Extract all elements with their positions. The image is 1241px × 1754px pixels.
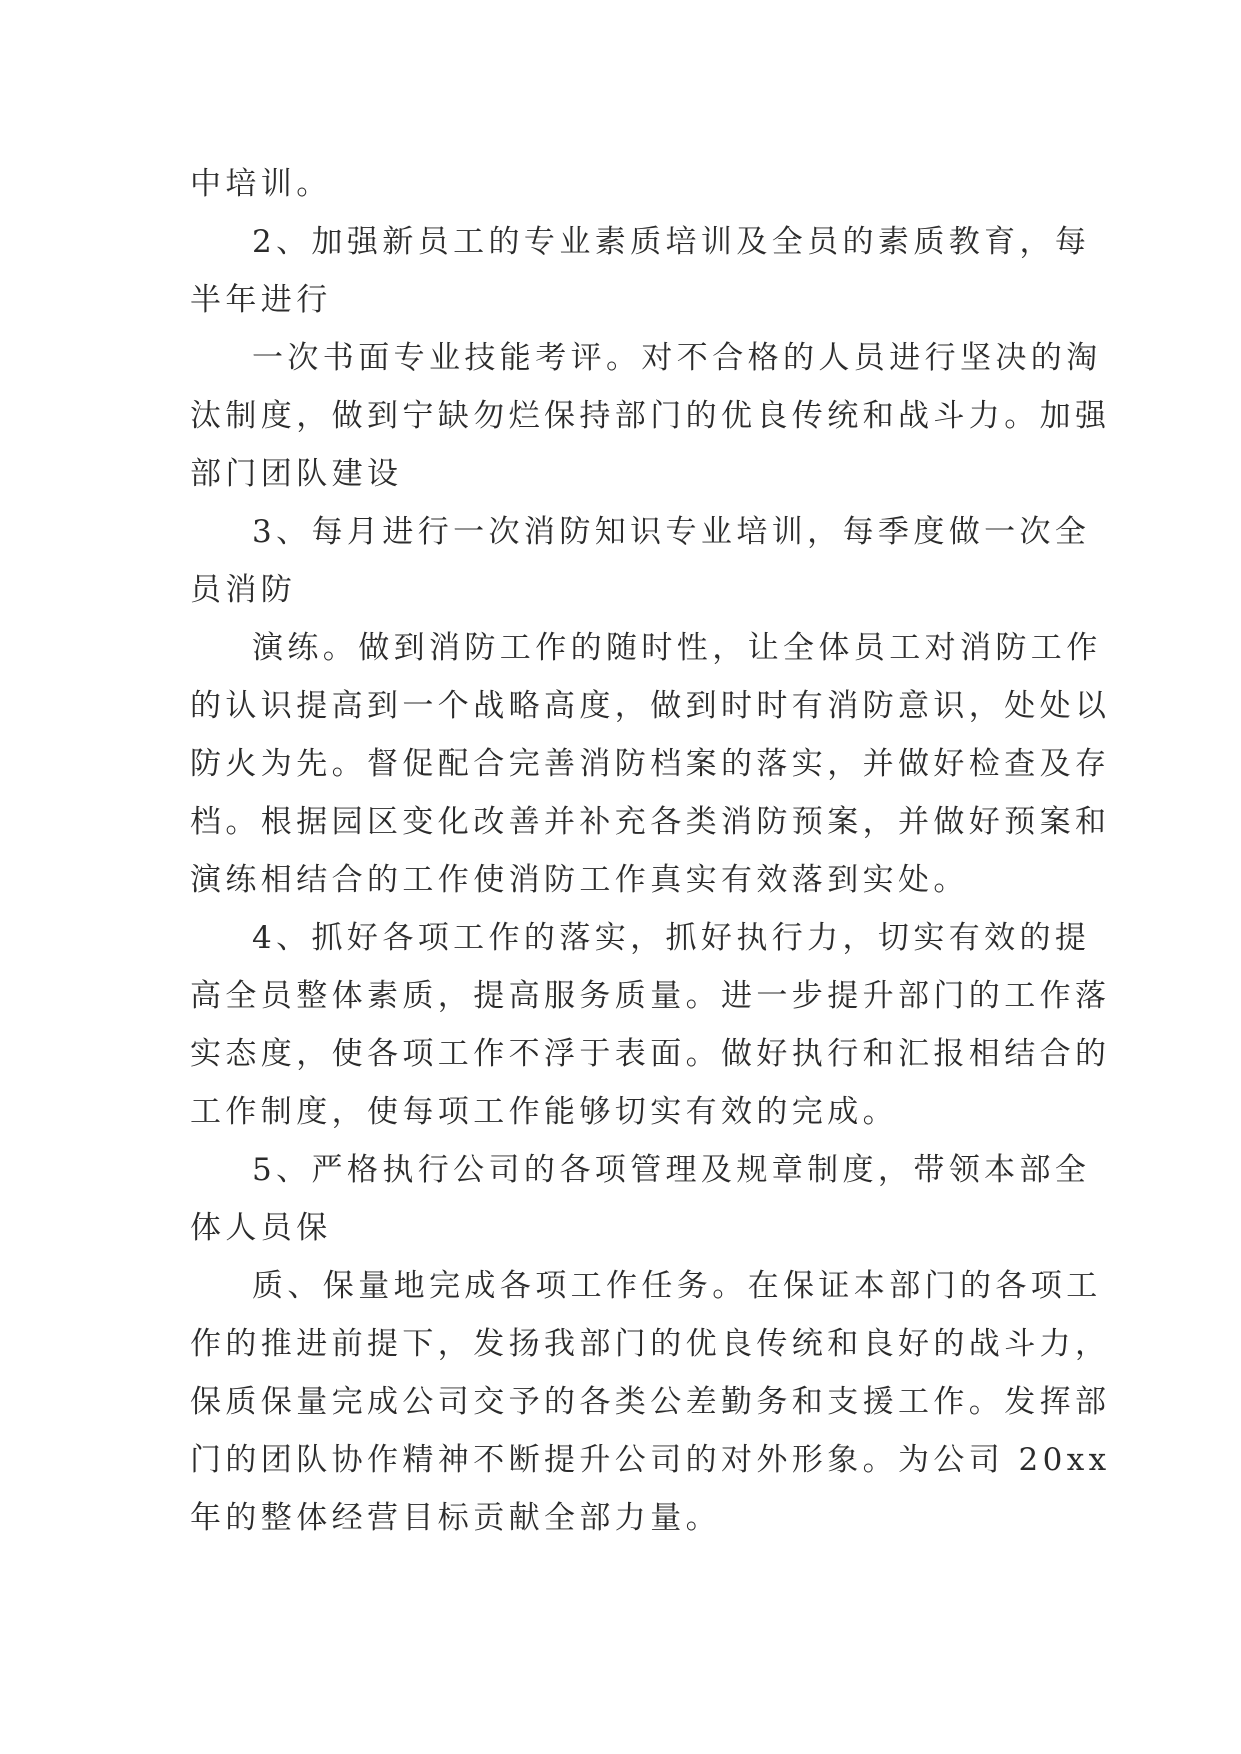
text-line: 5、严格执行公司的各项管理及规章制度，带领本部全 bbox=[252, 1152, 1091, 1188]
text-line: 门的团队协作精神不断提升公司的对外形象。为公司 20xx bbox=[190, 1442, 1111, 1478]
text-line: 作的推进前提下，发扬我部门的优良传统和良好的战斗力， bbox=[190, 1326, 1111, 1362]
text-line: 2、加强新员工的专业素质培训及全员的素质教育，每 bbox=[252, 224, 1091, 260]
text-line: 保质保量完成公司交予的各类公差勤务和支援工作。发挥部 bbox=[190, 1384, 1111, 1420]
text-line: 档。根据园区变化改善并补充各类消防预案，并做好预案和 bbox=[190, 804, 1111, 840]
body-text bbox=[190, 155, 1111, 1547]
text-line: 员消防 bbox=[190, 572, 297, 608]
text-line: 高全员整体素质，提高服务质量。进一步提升部门的工作落 bbox=[190, 978, 1111, 1014]
text-line: 年的整体经营目标贡献全部力量。 bbox=[190, 1500, 721, 1536]
text-line: 演练相结合的工作使消防工作真实有效落到实处。 bbox=[190, 862, 969, 898]
text-line: 部门团队建设 bbox=[190, 456, 403, 492]
text-line: 防火为先。督促配合完善消防档案的落实，并做好检查及存 bbox=[190, 746, 1111, 782]
text-line: 实态度，使各项工作不浮于表面。做好执行和汇报相结合的 bbox=[190, 1036, 1111, 1072]
text-line: 3、每月进行一次消防知识专业培训，每季度做一次全 bbox=[252, 514, 1091, 550]
text-line: 工作制度，使每项工作能够切实有效的完成。 bbox=[190, 1094, 898, 1130]
text-line: 4、抓好各项工作的落实，抓好执行力，切实有效的提 bbox=[252, 920, 1091, 956]
text-line: 汰制度，做到宁缺勿烂保持部门的优良传统和战斗力。加强 bbox=[190, 398, 1111, 434]
text-line: 中培训。 bbox=[190, 166, 332, 202]
text-line: 质、保量地完成各项工作任务。在保证本部门的各项工 bbox=[252, 1268, 1102, 1304]
text-line: 一次书面专业技能考评。对不合格的人员进行坚决的淘 bbox=[252, 340, 1102, 376]
text-line: 的认识提高到一个战略高度，做到时时有消防意识，处处以 bbox=[190, 688, 1111, 724]
text-line: 体人员保 bbox=[190, 1210, 332, 1246]
text-line: 演练。做到消防工作的随时性，让全体员工对消防工作 bbox=[252, 630, 1102, 666]
text-line: 半年进行 bbox=[190, 282, 332, 318]
